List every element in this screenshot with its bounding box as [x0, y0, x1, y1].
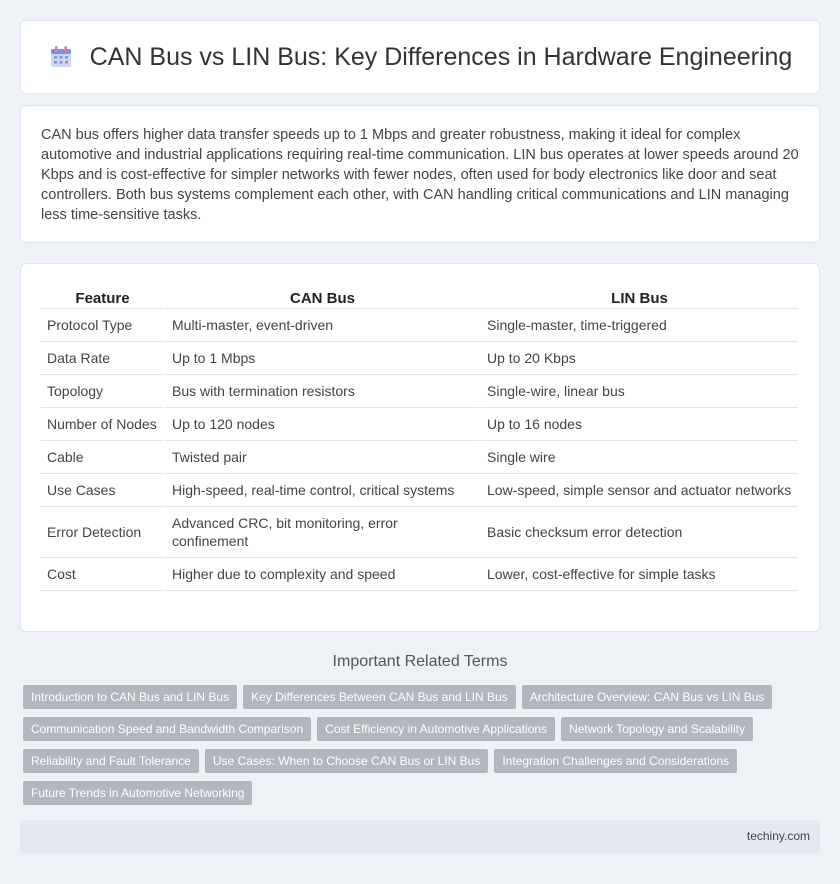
related-terms-heading: Important Related Terms: [332, 653, 508, 670]
feature-cell: Topology: [41, 374, 165, 407]
related-term-tag[interactable]: Communication Speed and Bandwidth Comparison: [23, 717, 311, 741]
header-feature: Feature: [41, 286, 165, 308]
table-row: [41, 506, 798, 557]
related-term-tag[interactable]: Integration Challenges and Considerations: [494, 749, 737, 773]
table-header-row: [41, 286, 798, 308]
header-can-bus: CAN Bus: [165, 286, 480, 308]
can-cell: Advanced CRC, bit monitoring, error confinement: [165, 506, 480, 557]
can-cell: Up to 120 nodes: [165, 407, 480, 440]
feature-cell: Protocol Type: [41, 308, 165, 341]
calendar-icon: [48, 44, 74, 70]
footer-site-link[interactable]: techiny.com: [746, 829, 810, 843]
header-lin-bus: LIN Bus: [480, 286, 798, 308]
table-row: [41, 440, 798, 473]
lin-cell: Single-wire, linear bus: [480, 374, 798, 407]
table-row: [41, 341, 798, 374]
page-title: CAN Bus vs LIN Bus: Key Differences in Hardware Engineering: [89, 42, 793, 71]
lin-cell: Lower, cost-effective for simple tasks: [480, 557, 798, 590]
lin-cell: Low-speed, simple sensor and actuator networks: [480, 473, 798, 506]
table-row: [41, 407, 798, 440]
table-row: [41, 308, 798, 341]
related-term-tag[interactable]: Key Differences Between CAN Bus and LIN Bus: [243, 685, 516, 709]
related-term-tag[interactable]: Architecture Overview: CAN Bus vs LIN Bus: [522, 685, 773, 709]
feature-cell: Data Rate: [41, 341, 165, 374]
can-cell: Twisted pair: [165, 440, 480, 473]
related-term-tag[interactable]: Network Topology and Scalability: [561, 717, 753, 741]
table-row: [41, 557, 798, 590]
feature-cell: Cost: [41, 557, 165, 590]
related-term-tag[interactable]: Reliability and Fault Tolerance: [23, 749, 199, 773]
related-term-tag[interactable]: Cost Efficiency in Automotive Applications: [317, 717, 555, 741]
related-term-tag[interactable]: Introduction to CAN Bus and LIN Bus: [23, 685, 237, 709]
intro-paragraph: CAN bus offers higher data transfer speeds up to 1 Mbps and greater robustness, making it ideal for complex automotive and industrial applications requiring real-time communication. LIN bus operates at lower speeds around 20 Kbps and is cost-effective for simpler networks with fewer nodes, often used for body electronics like door and seat controllers. Both bus systems complement each other, with CAN handling critical communications and LIN managing less time-sensitive tasks.: [41, 127, 799, 223]
table-card: [20, 263, 820, 632]
intro-card: [20, 105, 820, 243]
related-term-tag[interactable]: Future Trends in Automotive Networking: [23, 781, 252, 805]
title-wrap: [48, 43, 793, 72]
lin-cell: Up to 20 Kbps: [480, 341, 798, 374]
title-card: [20, 20, 820, 94]
feature-cell: Cable: [41, 440, 165, 473]
footer: [20, 820, 820, 854]
feature-cell: Number of Nodes: [41, 407, 165, 440]
table-row: [41, 374, 798, 407]
lin-cell: Single-master, time-triggered: [480, 308, 798, 341]
related-terms-list: [23, 685, 813, 805]
comparison-table: [41, 286, 798, 591]
lin-cell: Basic checksum error detection: [480, 506, 798, 557]
can-cell: Up to 1 Mbps: [165, 341, 480, 374]
lin-cell: Single wire: [480, 440, 798, 473]
feature-cell: Use Cases: [41, 473, 165, 506]
lin-cell: Up to 16 nodes: [480, 407, 798, 440]
can-cell: High-speed, real-time control, critical systems: [165, 473, 480, 506]
can-cell: Bus with termination resistors: [165, 374, 480, 407]
can-cell: Multi-master, event-driven: [165, 308, 480, 341]
table-row: [41, 473, 798, 506]
feature-cell: Error Detection: [41, 506, 165, 557]
can-cell: Higher due to complexity and speed: [165, 557, 480, 590]
related-term-tag[interactable]: Use Cases: When to Choose CAN Bus or LIN Bus: [205, 749, 488, 773]
